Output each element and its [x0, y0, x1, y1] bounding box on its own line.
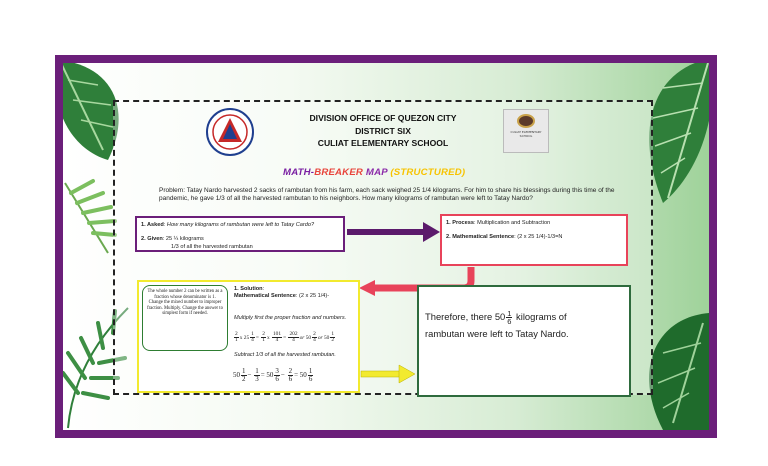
school-logo-text: CULIAT ELEMENTARY SCHOOL — [510, 130, 542, 138]
process-label: 1. Process — [446, 220, 474, 226]
given-line: 2. Given: 25 ¼ kilograms — [141, 236, 204, 243]
answer-fraction-denominator: 6 — [507, 317, 512, 327]
asked-given-box — [135, 216, 345, 252]
map-title-part-2: BREAKER — [314, 167, 364, 178]
header-line-2: DISTRICT SIX — [355, 125, 411, 136]
answer-fraction-numerator: 1 — [507, 308, 512, 318]
header-line-1: DIVISION OFFICE OF QUEZON CITY — [309, 113, 457, 123]
subtract-instruction: Subtract 1/3 of all the harvested rambutan. — [234, 352, 336, 358]
map-title-part-3: MAP — [363, 167, 388, 178]
sentence-line: 2. Mathematical Sentence: (2 x 25 1/4)-1/3=N — [446, 234, 563, 241]
asked-line: 1. Asked: How many kilograms of rambutan were left to Tatay Cardo? — [141, 222, 315, 228]
solution-sentence-value: (2 x 25 1/4)- — [298, 293, 330, 300]
given-value-1: 25 ¼ kilograms — [165, 236, 204, 243]
sentence-text: (2 x 25 1/4)-1/3=N — [517, 234, 563, 241]
asked-label: 1. Asked — [141, 222, 164, 228]
process-line: 1. Process: Multiplication and Subtraction — [446, 220, 551, 226]
solution-header: 1. Solution: Mathematical Sentence: (2 x 25 1/4)- — [234, 286, 330, 300]
process-text: Multiplication and Subtraction — [477, 220, 551, 226]
slide-frame — [55, 55, 717, 438]
asked-text: How many kilograms of rambutan were left to Tatay Cardo? — [166, 222, 315, 228]
problem-statement: Problem: Tatay Nardo harvested 2 sacks of rambutan from his farm, each sack weighed 25 1/4 kilograms. For him to share his blessings during this time of the pandemic, he gave 1/3 of all the harvested rambutan to his neighbors. How many kilograms of rambutan were left to Tatay Nardo? — [159, 187, 615, 203]
answer-prefix: Therefore, there 50 — [425, 311, 506, 322]
solution-instruction: Multiply first the proper fraction and numbers. — [234, 315, 347, 321]
solution-box — [137, 280, 360, 393]
solution-sentence-label: Mathematical Sentence — [234, 293, 296, 300]
answer-box — [417, 285, 631, 397]
hint-note: The whole number 2 can be written as a fraction whose denominator is 1. Change the mixed number to improper fraction. Multiply. Change the answer to simplest form if needed. — [142, 285, 228, 351]
slide-canvas — [63, 63, 709, 430]
given-label: 2. Given — [141, 236, 163, 243]
answer-suffix-1: kilograms of — [513, 311, 567, 322]
sentence-label: 2. Mathematical Sentence — [446, 234, 515, 241]
map-title-part-1: MATH- — [283, 167, 315, 178]
process-box — [440, 214, 628, 266]
answer-fraction — [506, 310, 512, 326]
arrow-asked-to-process — [347, 222, 440, 242]
solution-label: 1. Solution — [234, 286, 263, 292]
subtraction-equation: 50 $\frac{1}{2}$ − $\frac{1}{3}$ = 50 $\frac{3}{6}$ − $\frac{2}{6}$ = 50 $\frac{1}{6}$ — [233, 367, 313, 383]
header-line-3: CULIAT ELEMENTARY SCHOOL — [317, 138, 449, 148]
answer-line-1 — [425, 309, 623, 326]
map-title-part-4: (STRUCTURED) — [387, 167, 466, 178]
multiplication-equation: $\frac{2}{1}$ x 25 $\frac{1}{4}$ = $\frac{2}{1}$ x $\frac{101}{4}$ = $\frac{202}{4}$ or 50 $\frac{2}{4}$ or 50 $\frac{1}{2}$ — [235, 331, 335, 344]
arrow-solution-to-answer — [361, 365, 415, 383]
given-value-2: 1/3 of all the harvested rambutan — [171, 243, 253, 250]
answer-suffix-2: rambutan were left to Tatay Nardo. — [425, 327, 569, 339]
